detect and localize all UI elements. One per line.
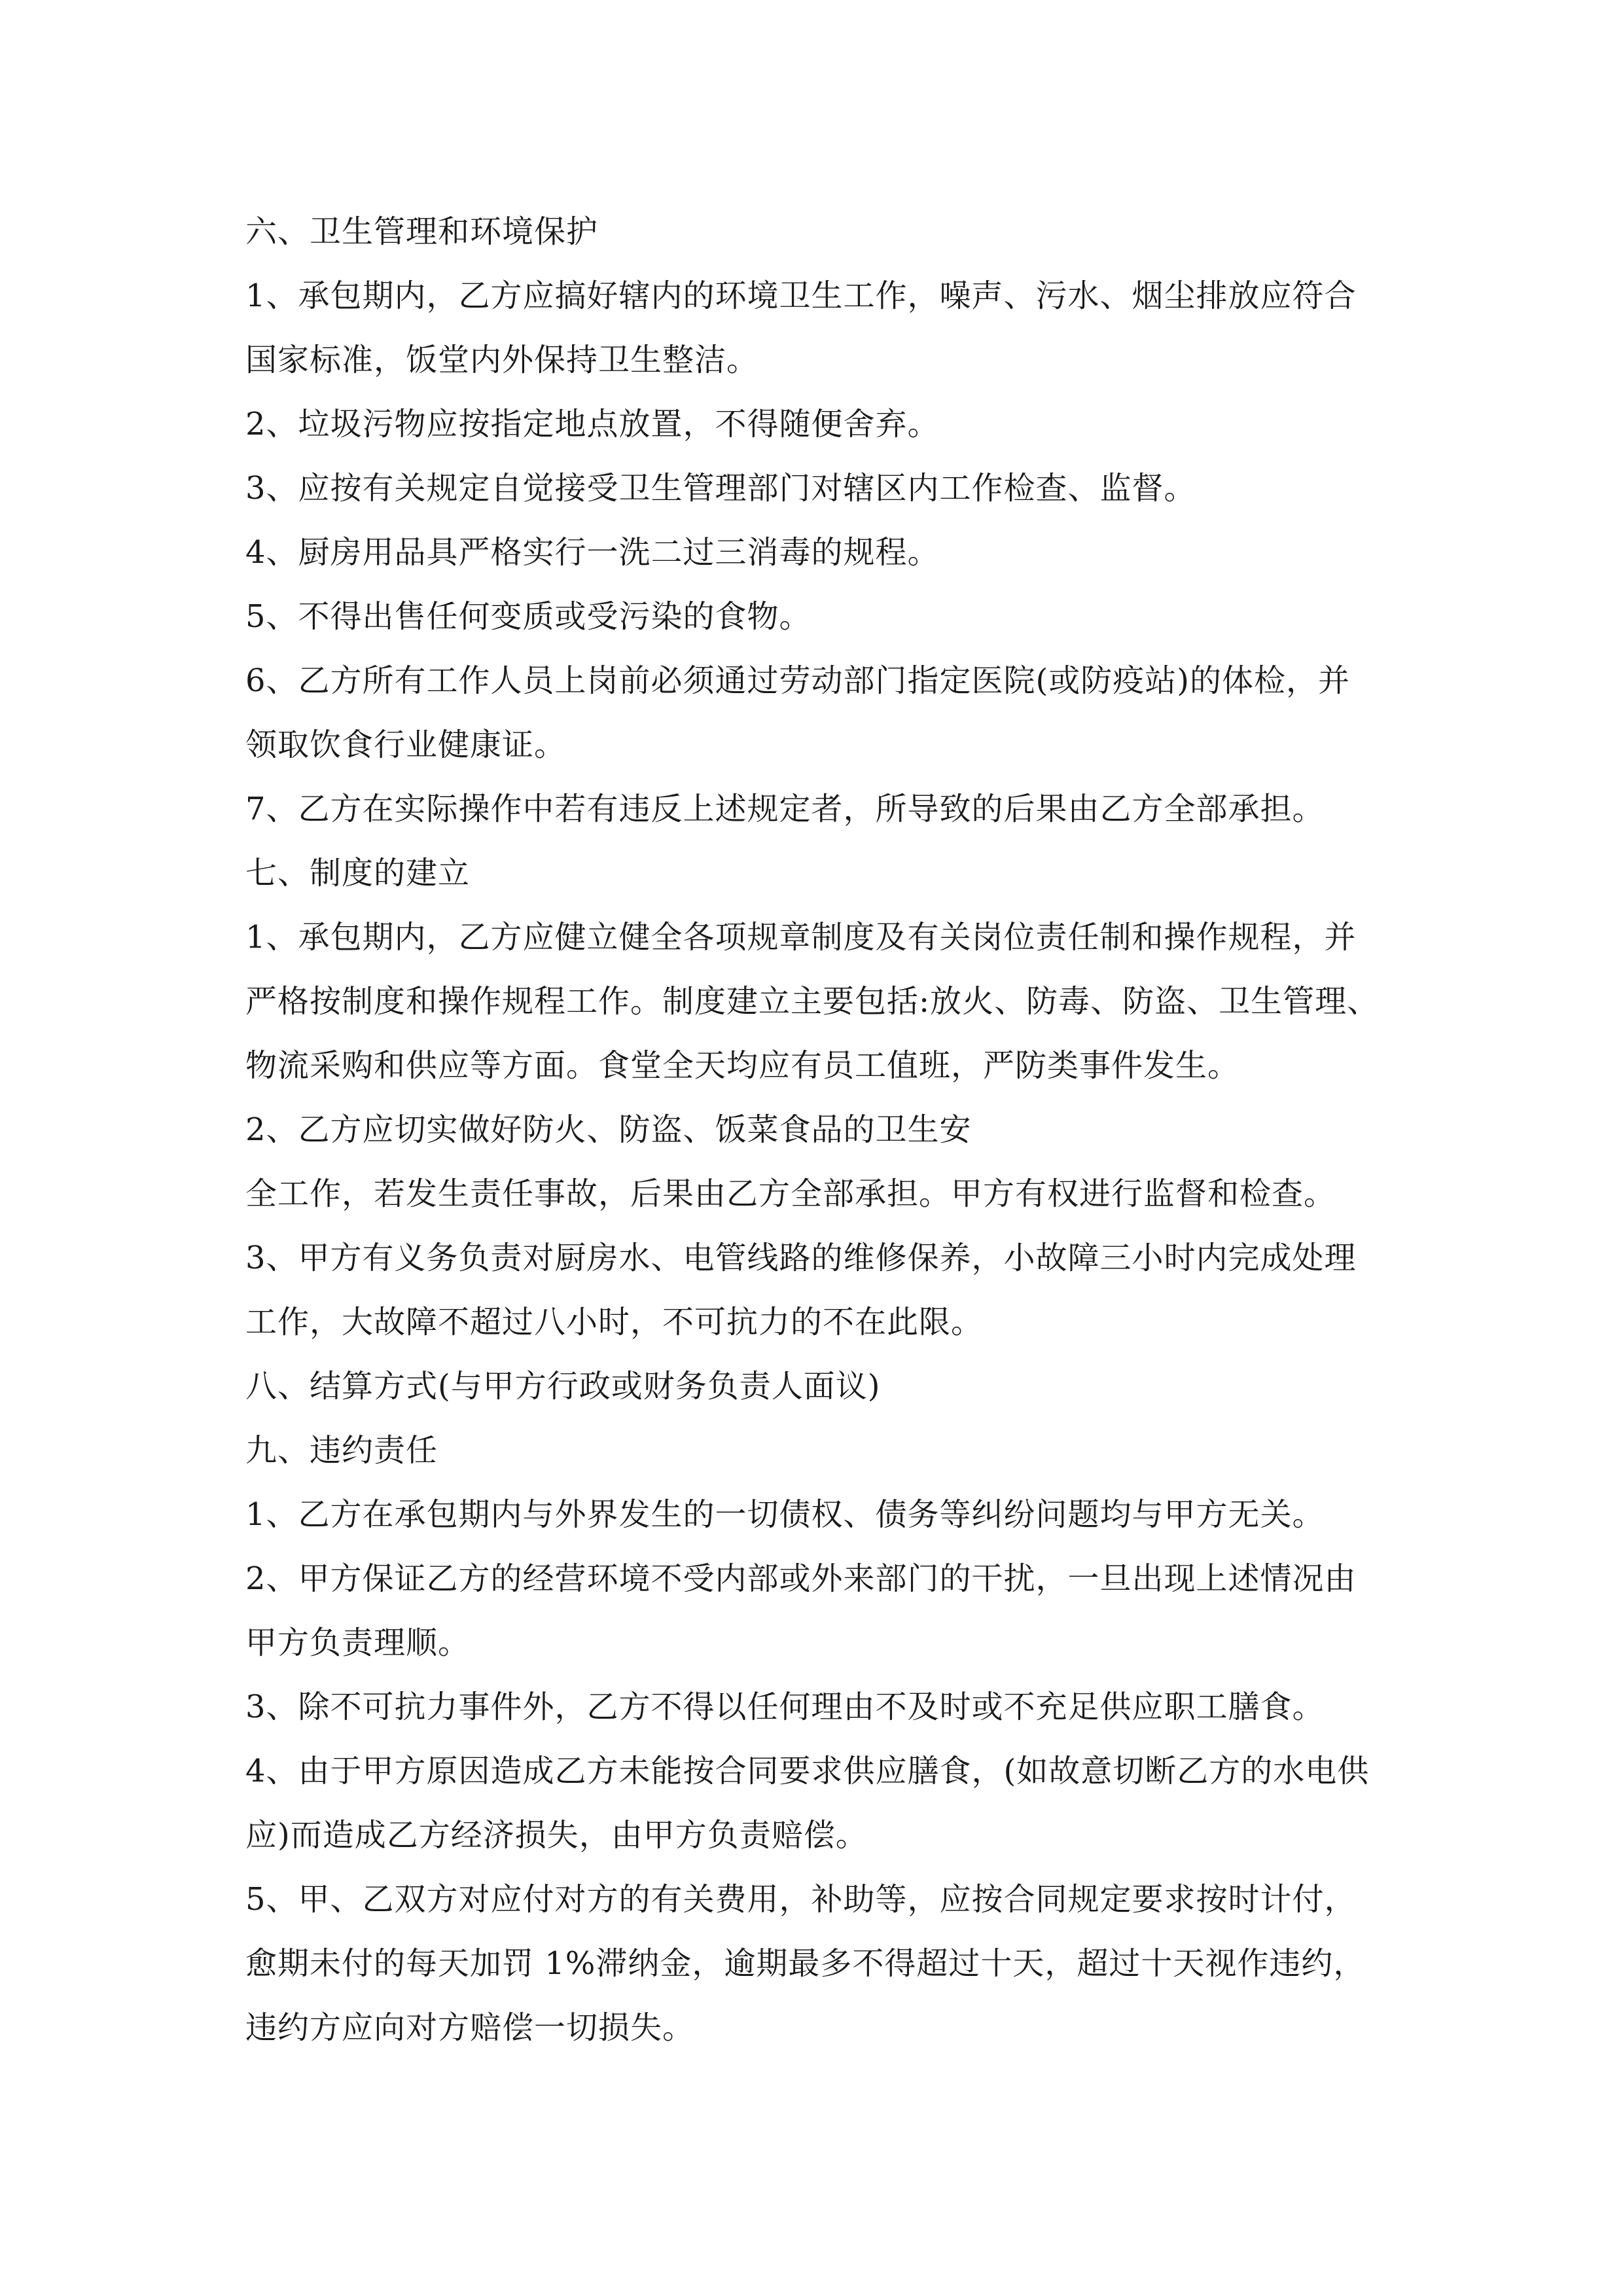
- paragraph-line: 2、甲方保证乙方的经营环境不受内部或外来部门的干扰，一旦出现上述情况由: [245, 1560, 1357, 1597]
- section-heading-hygiene: 六、卫生管理和环境保护: [245, 213, 599, 250]
- paragraph-line: 物流采购和供应等方面。食堂全天均应有员工值班，严防类事件发生。: [245, 1047, 1240, 1084]
- paragraph-line: 违约方应向对方赔偿一切损失。: [245, 2009, 695, 2046]
- section-heading-breach: 九、违约责任: [245, 1432, 438, 1469]
- paragraph-line: 全工作，若发生责任事故，后果由乙方全部承担。甲方有权进行监督和检查。: [245, 1175, 1336, 1212]
- paragraph-line: 4、由于甲方原因造成乙方未能按合同要求供应膳食，(如故意切断乙方的水电供: [245, 1753, 1370, 1789]
- paragraph-line: 应)而造成乙方经济损失，由甲方负责赔偿。: [245, 1817, 868, 1854]
- paragraph-line: 3、甲方有义务负责对厨房水、电管线路的维修保养，小故障三小时内完成处理: [245, 1240, 1357, 1276]
- paragraph-line: 甲方负责理顺。: [245, 1624, 471, 1661]
- paragraph-line: 5、甲、乙双方对应付对方的有关费用，补助等，应按合同规定要求按时计付，: [245, 1881, 1357, 1918]
- paragraph-line: 1、承包期内，乙方应搞好辖内的环境卫生工作，噪声、污水、烟尘排放应符合: [245, 278, 1357, 314]
- paragraph-line: 4、厨房用品具严格实行一洗二过三消毒的规程。: [245, 534, 940, 571]
- paragraph-line: 3、除不可抗力事件外，乙方不得以任何理由不及时或不充足供应职工膳食。: [245, 1689, 1325, 1725]
- paragraph-line: 7、乙方在实际操作中若有违反上述规定者，所导致的后果由乙方全部承担。: [245, 791, 1325, 827]
- paragraph-line: 3、应按有关规定自觉接受卫生管理部门对辖区内工作检查、监督。: [245, 470, 1196, 507]
- paragraph-line: 6、乙方所有工作人员上岗前必须通过劳动部门指定医院(或防疫站)的体检，并: [245, 662, 1350, 699]
- paragraph-line: 1、乙方在承包期内与外界发生的一切债权、债务等纠纷问题均与甲方无关。: [245, 1496, 1325, 1533]
- paragraph-line: 5、不得出售任何变质或受污染的食物。: [245, 598, 812, 635]
- document-body: [245, 200, 1384, 2060]
- paragraph-line: 严格按制度和操作规程工作。制度建立主要包括:放火、防毒、防盗、卫生管理、: [245, 983, 1380, 1020]
- paragraph-line: 工作，大故障不超过八小时，不可抗力的不在此限。: [245, 1304, 984, 1340]
- paragraph-line: 1、承包期内，乙方应健立健全各项规章制度及有关岗位责任制和操作规程，并: [245, 919, 1357, 956]
- paragraph-line: 国家标准，饭堂内外保持卫生整洁。: [245, 342, 759, 378]
- section-heading-settlement: 八、结算方式(与甲方行政或财务负责人面议): [245, 1368, 881, 1405]
- paragraph-line: 愈期未付的每天加罚 1%滞纳金，逾期最多不得超过十天，超过十天视作违约，: [245, 1945, 1366, 1982]
- paragraph-line: 领取饮食行业健康证。: [245, 726, 567, 763]
- paragraph-line: 2、乙方应切实做好防火、防盗、饭菜食品的卫生安: [245, 1111, 972, 1148]
- paragraph-line: 2、垃圾污物应按指定地点放置，不得随便舍弃。: [245, 406, 940, 442]
- section-heading-rules: 七、制度的建立: [245, 855, 471, 891]
